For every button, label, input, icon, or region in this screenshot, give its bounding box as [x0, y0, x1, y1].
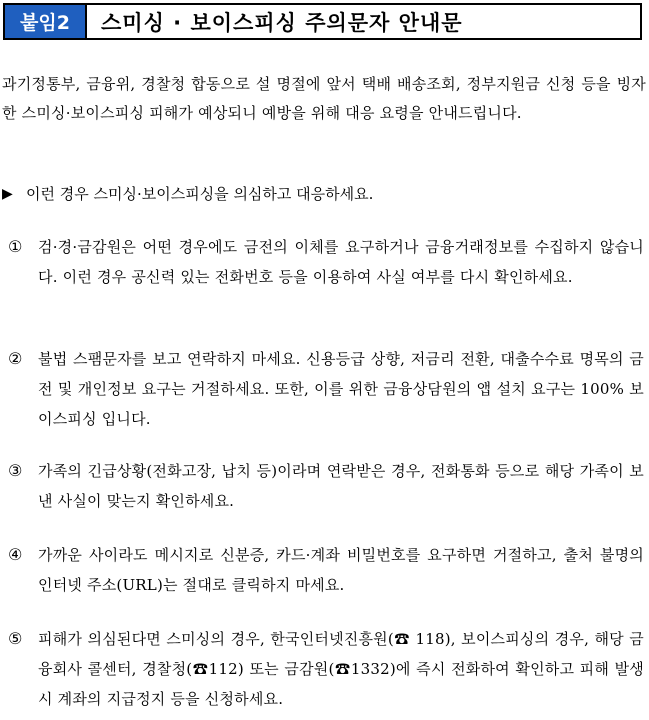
list-item: [8, 624, 644, 714]
item-text: 가족의 긴급상황(전화고장, 납치 등)이라며 연락받은 경우, 전화통화 등으로 해당 가족이 보낸 사실이 맞는지 확인하세요.: [38, 462, 644, 510]
list-item: [8, 540, 644, 600]
lead-line: [2, 180, 646, 208]
item-text: 불법 스팸문자를 보고 연락하지 마세요. 신용등급 상향, 저금리 전환, 대출수수료 명목의 금전 및 개인정보 요구는 거절하세요. 또한, 이를 위한 금융상담원의 앱 설치 요구는 100% 보이스피싱 입니다.: [38, 350, 644, 428]
page-title: 스미싱 · 보이스피싱 주의문자 안내문: [101, 10, 463, 35]
intro-paragraph: 과기정통부, 금융위, 경찰청 합동으로 설 명절에 앞서 택배 배송조회, 정부지원금 신청 등을 빙자한 스미싱·보이스피싱 피해가 예상되니 예방을 위해 대응 요령을 안내드립니다.: [2, 75, 646, 122]
list-item: [8, 344, 644, 434]
play-arrow-icon: ▶: [2, 186, 13, 202]
item-number: ④: [8, 545, 23, 564]
item-number: ①: [8, 237, 23, 256]
attachment-badge: 붙임2: [5, 5, 87, 38]
lead-text: 이런 경우 스미싱·보이스피싱을 의심하고 대응하세요.: [26, 185, 374, 203]
item-text: 검·경·금감원은 어떤 경우에도 금전의 이체를 요구하거나 금융거래정보를 수집하지 않습니다. 이런 경우 공신력 있는 전화번호 등을 이용하여 사실 여부를 다시 확인하세요.: [38, 238, 644, 286]
item-number: ⑤: [8, 629, 23, 648]
item-text: 피해가 의심된다면 스미싱의 경우, 한국인터넷진흥원(☎ 118), 보이스피싱의 경우, 해당 금융회사 콜센터, 경찰청(☎112) 또는 금감원(☎1332)에 즉시 전화하여 확인하고 피해 발생시 계좌의 지급정지 등을 신청하세요.: [38, 630, 644, 708]
list-item: [8, 456, 644, 516]
header-box: [3, 3, 642, 40]
list-item: [8, 232, 644, 292]
item-number: ③: [8, 461, 23, 480]
item-text: 가까운 사이라도 메시지로 신분증, 카드·계좌 비밀번호를 요구하면 거절하고, 출처 불명의 인터넷 주소(URL)는 절대로 클릭하지 마세요.: [38, 546, 644, 594]
item-number: ②: [8, 349, 23, 368]
